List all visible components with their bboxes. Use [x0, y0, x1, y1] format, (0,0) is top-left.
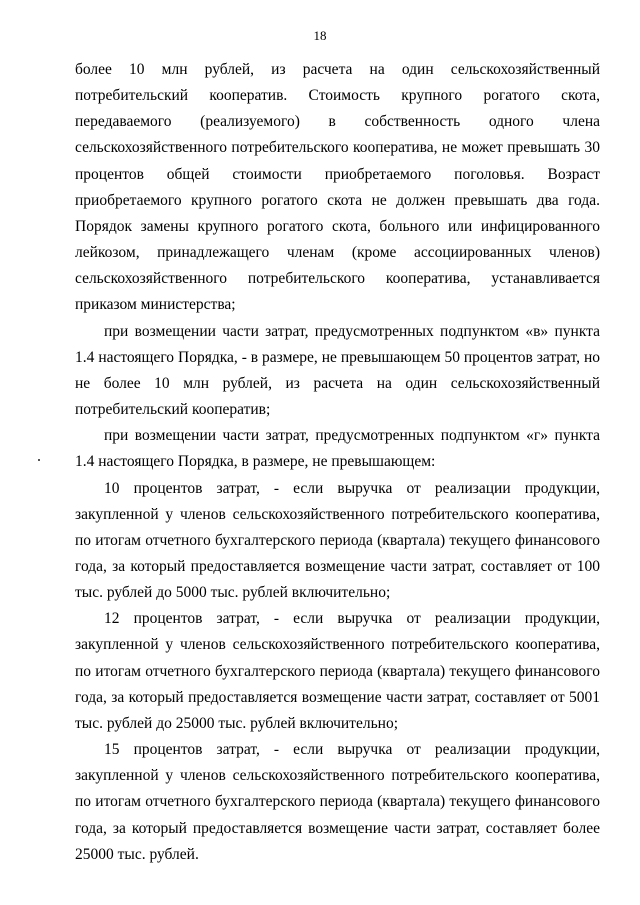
scan-artifact [38, 459, 40, 461]
paragraph-rate-15: 15 процентов затрат, - если выручка от реализации продукции, закупленной у членов сельскохозяйственного потребительского кооператива, по итогам отчетного бухгалтерского периода (квартала) текущего финансового года, за который предоставляется возмещение части затрат, составляет более 25000 тыс. рублей. [75, 741, 600, 863]
document-body [75, 57, 600, 868]
page-number: 18 [313, 28, 327, 43]
paragraph-subpoint-v: при возмещении части затрат, предусмотренных подпунктом «в» пункта 1.4 настоящего Порядка, - в размере, не превышающем 50 процентов затрат, но не более 10 млн рублей, из расчета на один сельскохозяйственный потребительский кооператив; [75, 322, 600, 419]
paragraph-rate-10: 10 процентов затрат, - если выручка от реализации продукции, закупленной у членов сельскохозяйственного потребительского кооператива, по итогам отчетного бухгалтерского периода (квартала) текущего финансового года, за который предоставляется возмещение части затрат, составляет от 100 тыс. рублей до 5000 тыс. рублей включительно; [75, 479, 600, 602]
paragraph-subpoint-g: при возмещении части затрат, предусмотренных подпунктом «г» пункта 1.4 настоящего Порядка, в размере, не превышающем: [75, 427, 600, 471]
paragraph-rate-12: 12 процентов затрат, - если выручка от реализации продукции, закупленной у членов сельскохозяйственного потребительского кооператива, по итогам отчетного бухгалтерского периода (квартала) текущего финансового года, за который предоставляется возмещение части затрат, составляет от 5001 тыс. рублей до 25000 тыс. рублей включительно; [75, 610, 600, 732]
paragraph-continuation: более 10 млн рублей, из расчета на один сельскохозяйственный потребительский кооператив. Стоимость крупного рогатого скота, передаваемого (реализуемого) в собственность одного члена сельскохозяйственного потребительского кооператива, не может превышать 30 процентов общей стоимости приобретаемого поголовья. Возраст приобретаемого крупного рогатого скота не должен превышать два года. Порядок замены крупного рогатого скота, больного или инфицированного лейкозом, принадлежащего членам (кроме ассоциированных членов) сельскохозяйственного потребительского кооператива, устанавливается приказом министерства; [75, 61, 600, 314]
